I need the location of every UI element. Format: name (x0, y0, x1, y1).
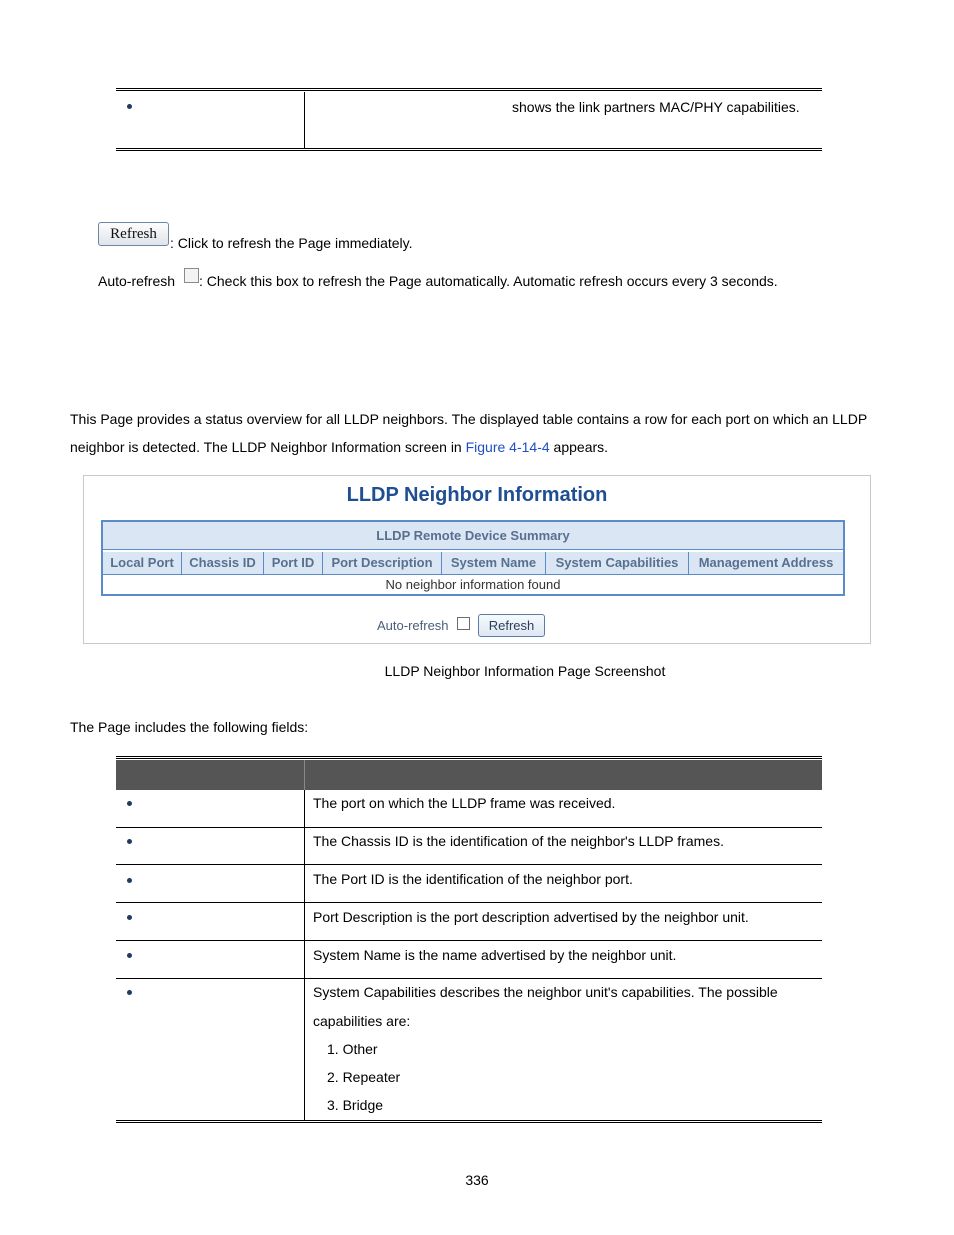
bullet-icon (127, 801, 132, 806)
col-system-capabilities: System Capabilities (546, 552, 689, 574)
bullet-icon (127, 915, 132, 920)
refresh-note-text: : Click to refresh the Page immediately. (170, 235, 413, 251)
column-divider (304, 790, 305, 1120)
screenshot-auto-refresh-label: Auto-refresh (377, 618, 449, 633)
row-divider (116, 978, 822, 979)
page-number: 336 (465, 1172, 489, 1188)
field-description: Port Description is the port description advertised by the neighbor unit. (313, 909, 749, 925)
bullet-icon (127, 104, 132, 109)
auto-refresh-note-text: : Check this box to refresh the Page automatically. Automatic refresh occurs every 3 seconds. (199, 273, 778, 289)
intro-line-1: This Page provides a status overview for all LLDP neighbors. The displayed table contains a row for each port on which an LLDP (70, 411, 868, 427)
intro-line-2 (70, 438, 608, 456)
fields-intro: The Page includes the following fields: (70, 719, 309, 735)
remote-device-summary-table (101, 520, 845, 596)
table-top-rule (116, 756, 822, 759)
row-divider (116, 827, 822, 828)
list-item: 3. Bridge (327, 1097, 384, 1113)
field-description-cont: capabilities are: (313, 1013, 411, 1029)
empty-message: No neighbor information found (385, 577, 561, 592)
lldp-screenshot (83, 475, 871, 644)
header-divider (304, 760, 305, 790)
bullet-icon (127, 953, 132, 958)
header-divider (103, 574, 843, 575)
col-port-description: Port Description (323, 552, 442, 574)
summary-header: LLDP Remote Device Summary (103, 522, 843, 550)
row-divider (116, 864, 822, 865)
bullet-icon (127, 839, 132, 844)
figure-caption: LLDP Neighbor Information Page Screenshot (384, 663, 666, 679)
screenshot-refresh-button[interactable]: Refresh (478, 614, 545, 637)
list-item: 2. Repeater (327, 1069, 401, 1085)
fields-table (116, 756, 822, 1124)
auto-refresh-label: Auto-refresh (98, 273, 176, 289)
table-bottom-rule (116, 148, 822, 151)
col-management-address: Management Address (689, 552, 843, 574)
figure-link[interactable]: Figure 4-14-4 (465, 439, 550, 455)
screenshot-auto-refresh-checkbox[interactable] (457, 617, 470, 630)
bullet-icon (127, 878, 132, 883)
table-top-rule (116, 88, 822, 91)
field-description: The Chassis ID is the identification of the neighbor's LLDP frames. (313, 833, 724, 849)
field-description: The Port ID is the identification of the neighbor port. (313, 871, 633, 887)
field-description: shows the link partners MAC/PHY capabilities. (512, 99, 800, 115)
col-port-id: Port ID (264, 552, 323, 574)
field-description: System Capabilities describes the neighbor unit's capabilities. The possible (313, 984, 778, 1000)
table-header (116, 760, 822, 790)
refresh-button[interactable]: Refresh (98, 222, 169, 246)
bullet-icon (127, 990, 132, 995)
intro-text-end: appears. (549, 439, 609, 455)
row-divider (116, 902, 822, 903)
table-bottom-rule (116, 1120, 822, 1123)
row-divider (116, 940, 822, 941)
field-description: System Name is the name advertised by the neighbor unit. (313, 947, 677, 963)
intro-text: neighbor is detected. The LLDP Neighbor Information screen in (70, 439, 466, 455)
col-chassis-id: Chassis ID (182, 552, 264, 574)
auto-refresh-checkbox[interactable] (184, 268, 199, 283)
field-description: The port on which the LLDP frame was received. (313, 795, 616, 811)
top-table-fragment (116, 88, 822, 152)
column-divider (304, 92, 305, 148)
list-item: 1. Other (327, 1041, 378, 1057)
screenshot-title: LLDP Neighbor Information (346, 484, 608, 506)
col-local-port: Local Port (103, 552, 182, 574)
col-system-name: System Name (442, 552, 546, 574)
